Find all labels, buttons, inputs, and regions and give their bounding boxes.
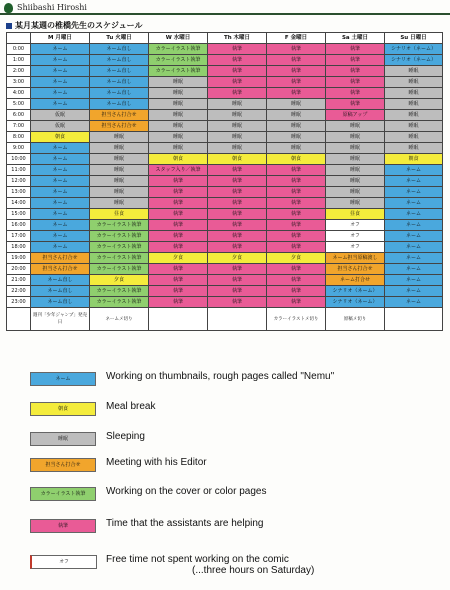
- day-header-5: Sa 土曜日: [326, 33, 385, 44]
- schedule-cell: 昼食: [90, 209, 149, 220]
- schedule-cell: 睡眠: [90, 132, 149, 143]
- schedule-cell: 執筆: [267, 88, 326, 99]
- schedule-cell: ネーム: [385, 198, 443, 209]
- schedule-cell: 執筆: [149, 176, 208, 187]
- schedule-cell: 執筆: [208, 209, 267, 220]
- schedule-cell: 担当さん打合せ: [90, 110, 149, 121]
- time-cell: 16:00: [7, 220, 31, 231]
- schedule-cell: カラーイラスト執筆: [90, 297, 149, 308]
- schedule-cell: 執筆: [208, 88, 267, 99]
- day-header-0: M 月曜日: [31, 33, 90, 44]
- schedule-cell: カラーイラスト執筆: [90, 264, 149, 275]
- schedule-cell: ネーム直し: [90, 99, 149, 110]
- schedule-cell: 執筆: [149, 275, 208, 286]
- schedule-cell: 睡眠: [326, 165, 385, 176]
- schedule-row: [7, 220, 443, 231]
- leaf-logo-icon: [4, 3, 13, 13]
- schedule-cell: ネーム: [385, 242, 443, 253]
- schedule-cell: 執筆: [267, 220, 326, 231]
- schedule-cell: ネーム: [31, 55, 90, 66]
- schedule-row: [7, 231, 443, 242]
- time-header: [7, 33, 31, 44]
- schedule-cell: 担当さん打合せ: [31, 253, 90, 264]
- schedule-cell: 睡眠: [208, 99, 267, 110]
- schedule-cell: シナリオ（ネーム）: [385, 55, 443, 66]
- legend-text: Working on the cover or color pages: [106, 486, 267, 497]
- schedule-cell: 執筆: [267, 264, 326, 275]
- time-cell: 23:00: [7, 297, 31, 308]
- schedule-cell: 執筆: [267, 165, 326, 176]
- schedule-cell: 昼食: [326, 209, 385, 220]
- schedule-cell: 睡眠: [385, 121, 443, 132]
- schedule-cell: 執筆: [208, 165, 267, 176]
- legend-swatch: 朝食: [30, 402, 96, 416]
- schedule-cell: 朝食: [208, 154, 267, 165]
- schedule-cell: 睡眠: [208, 110, 267, 121]
- schedule-cell: 執筆: [149, 242, 208, 253]
- schedule-cell: 睡眠: [385, 132, 443, 143]
- schedule-cell: 睡眠: [326, 143, 385, 154]
- schedule-row: [7, 165, 443, 176]
- schedule-row: [7, 77, 443, 88]
- schedule-row: [7, 110, 443, 121]
- schedule-cell: 執筆: [149, 286, 208, 297]
- schedule-row: [7, 44, 443, 55]
- time-cell: 14:00: [7, 198, 31, 209]
- time-cell: 4:00: [7, 88, 31, 99]
- time-cell: 11:00: [7, 165, 31, 176]
- note-blank-cell: [7, 308, 31, 331]
- schedule-cell: 睡眠: [267, 132, 326, 143]
- schedule-row: [7, 275, 443, 286]
- schedule-cell: 執筆: [326, 77, 385, 88]
- legend-swatch-row: [30, 372, 96, 386]
- deadline-note: ネームメ切り: [90, 308, 149, 331]
- time-cell: 15:00: [7, 209, 31, 220]
- schedule-cell: 睡眠: [149, 132, 208, 143]
- deadline-note: [149, 308, 208, 331]
- time-cell: 5:00: [7, 99, 31, 110]
- schedule-cell: 睡眠: [326, 154, 385, 165]
- schedule-cell: ネーム直し: [31, 297, 90, 308]
- schedule-cell: 執筆: [208, 77, 267, 88]
- legend-swatch: ネーム: [30, 372, 96, 386]
- schedule-cell: 担当さん打合せ: [90, 121, 149, 132]
- legend-text: Free time not spent working on the comic (...three hours on Saturday): [106, 554, 315, 576]
- schedule-row: [7, 55, 443, 66]
- schedule-cell: スタッフ入り／執筆: [149, 165, 208, 176]
- schedule-cell: 執筆: [267, 187, 326, 198]
- schedule-cell: 原稿アップ: [326, 110, 385, 121]
- legend-text: Sleeping: [106, 431, 145, 442]
- schedule-cell: ネーム: [385, 297, 443, 308]
- schedule-cell: 執筆: [208, 44, 267, 55]
- schedule-cell: ネーム: [385, 220, 443, 231]
- schedule-cell: 朝食: [267, 154, 326, 165]
- schedule-cell: 睡眠: [326, 132, 385, 143]
- schedule-cell: 執筆: [149, 187, 208, 198]
- schedule-cell: 執筆: [149, 231, 208, 242]
- schedule-cell: 執筆: [149, 209, 208, 220]
- time-cell: 10:00: [7, 154, 31, 165]
- time-cell: 2:00: [7, 66, 31, 77]
- schedule-cell: 睡眠: [385, 77, 443, 88]
- deadline-notes-row: [7, 308, 443, 331]
- schedule-cell: 睡眠: [208, 121, 267, 132]
- author-name: Shiibashi Hiroshi: [17, 3, 87, 12]
- schedule-cell: ネーム: [385, 275, 443, 286]
- schedule-row: [7, 121, 443, 132]
- schedule-cell: ネーム打合せ: [326, 275, 385, 286]
- legend-swatch-row: [30, 432, 96, 446]
- schedule-cell: ネーム: [31, 176, 90, 187]
- schedule-cell: 執筆: [208, 286, 267, 297]
- time-cell: 18:00: [7, 242, 31, 253]
- day-header-4: F 金曜日: [267, 33, 326, 44]
- schedule-cell: ネーム: [31, 209, 90, 220]
- schedule-cell: オフ: [326, 242, 385, 253]
- schedule-cell: 夕食: [90, 275, 149, 286]
- time-cell: 8:00: [7, 132, 31, 143]
- schedule-cell: ネーム直し: [31, 275, 90, 286]
- schedule-cell: ネーム直し: [90, 44, 149, 55]
- schedule-cell: 執筆: [149, 220, 208, 231]
- schedule-cell: 睡眠: [326, 121, 385, 132]
- schedule-cell: 睡眠: [90, 176, 149, 187]
- legend-text: Meeting with his Editor: [106, 457, 207, 468]
- schedule-cell: 仮眠: [31, 121, 90, 132]
- deadline-note: 原稿メ切り: [326, 308, 385, 331]
- schedule-cell: 執筆: [149, 198, 208, 209]
- legend-swatch: 担当さん打合せ: [30, 458, 96, 472]
- schedule-cell: カラーイラスト執筆: [90, 242, 149, 253]
- schedule-table: [6, 32, 443, 331]
- legend-swatch: オフ: [30, 555, 97, 569]
- time-cell: 6:00: [7, 110, 31, 121]
- schedule-cell: ネーム: [31, 187, 90, 198]
- schedule-cell: 朝食: [31, 132, 90, 143]
- schedule-cell: オフ: [326, 231, 385, 242]
- time-cell: 3:00: [7, 77, 31, 88]
- schedule-cell: ネーム: [385, 253, 443, 264]
- schedule-cell: 仮眠: [31, 110, 90, 121]
- time-cell: 7:00: [7, 121, 31, 132]
- schedule-row: [7, 209, 443, 220]
- schedule-cell: ネーム: [31, 88, 90, 99]
- schedule-cell: 睡眠: [149, 88, 208, 99]
- schedule-cell: ネーム: [31, 165, 90, 176]
- schedule-cell: シナリオ（ネーム）: [326, 286, 385, 297]
- schedule-cell: カラーイラスト執筆: [149, 66, 208, 77]
- schedule-row: [7, 264, 443, 275]
- schedule-cell: ネーム: [31, 154, 90, 165]
- deadline-note: [385, 308, 443, 331]
- schedule-cell: ネーム: [385, 165, 443, 176]
- deadline-note: 週刊「少年ジャンプ」発売日: [31, 308, 90, 331]
- schedule-cell: 執筆: [267, 231, 326, 242]
- day-header-1: Tu 火曜日: [90, 33, 149, 44]
- schedule-cell: 睡眠: [90, 143, 149, 154]
- legend-swatch-row: [30, 458, 96, 472]
- time-cell: 1:00: [7, 55, 31, 66]
- schedule-cell: 睡眠: [90, 165, 149, 176]
- page-header: [4, 2, 87, 13]
- legend-text: Time that the assistants are helping: [106, 518, 264, 529]
- schedule-row: [7, 187, 443, 198]
- schedule-cell: ネーム直し: [90, 88, 149, 99]
- schedule-cell: ネーム直し: [90, 55, 149, 66]
- schedule-cell: 睡眠: [208, 143, 267, 154]
- schedule-cell: カラーイラスト執筆: [90, 253, 149, 264]
- schedule-cell: 執筆: [208, 220, 267, 231]
- legend-text: Meal break: [106, 401, 156, 412]
- time-cell: 22:00: [7, 286, 31, 297]
- schedule-cell: カラーイラスト執筆: [149, 55, 208, 66]
- title-square-icon: [6, 23, 12, 29]
- schedule-cell: ネーム: [31, 198, 90, 209]
- schedule-cell: 睡眠: [90, 187, 149, 198]
- schedule-cell: 朝食: [385, 154, 443, 165]
- legend-swatch-row: [30, 519, 96, 533]
- schedule-cell: ネーム: [385, 209, 443, 220]
- schedule-row: [7, 88, 443, 99]
- schedule-cell: ネーム: [385, 176, 443, 187]
- schedule-cell: 執筆: [267, 77, 326, 88]
- schedule-cell: 睡眠: [385, 66, 443, 77]
- schedule-cell: 睡眠: [267, 121, 326, 132]
- schedule-cell: ネーム: [31, 66, 90, 77]
- schedule-cell: カラーイラスト執筆: [90, 231, 149, 242]
- schedule-cell: 担当さん打合せ: [31, 264, 90, 275]
- schedule-cell: 執筆: [326, 99, 385, 110]
- schedule-row: [7, 286, 443, 297]
- schedule-cell: 睡眠: [267, 110, 326, 121]
- schedule-cell: 執筆: [208, 231, 267, 242]
- schedule-cell: 執筆: [208, 55, 267, 66]
- schedule-cell: ネーム: [385, 264, 443, 275]
- schedule-cell: 睡眠: [90, 154, 149, 165]
- schedule-cell: 執筆: [267, 275, 326, 286]
- schedule-cell: 執筆: [208, 198, 267, 209]
- schedule-cell: ネーム直し: [31, 286, 90, 297]
- schedule-cell: 執筆: [267, 286, 326, 297]
- schedule-cell: 執筆: [267, 209, 326, 220]
- schedule-cell: ネーム: [385, 187, 443, 198]
- schedule-cell: 睡眠: [149, 77, 208, 88]
- time-cell: 21:00: [7, 275, 31, 286]
- legend-text: Working on thumbnails, rough pages called "Nemu": [106, 371, 335, 382]
- schedule-cell: 睡眠: [90, 198, 149, 209]
- schedule-cell: 執筆: [208, 297, 267, 308]
- day-header-row: [7, 33, 443, 44]
- schedule-row: [7, 297, 443, 308]
- legend-swatch: 睡眠: [30, 432, 96, 446]
- schedule-cell: カラーイラスト執筆: [90, 220, 149, 231]
- schedule-title: [6, 20, 143, 31]
- schedule-cell: カラーイラスト執筆: [90, 286, 149, 297]
- schedule-cell: オフ: [326, 220, 385, 231]
- schedule-cell: ネーム: [385, 231, 443, 242]
- time-cell: 0:00: [7, 44, 31, 55]
- schedule-cell: ネーム: [31, 143, 90, 154]
- schedule-cell: 睡眠: [149, 110, 208, 121]
- schedule-cell: 夕食: [208, 253, 267, 264]
- schedule-cell: ネーム直し: [90, 77, 149, 88]
- schedule-cell: ネーム: [31, 99, 90, 110]
- schedule-row: [7, 242, 443, 253]
- schedule-cell: 睡眠: [385, 110, 443, 121]
- legend-swatch-row: [30, 555, 97, 569]
- schedule-row: [7, 132, 443, 143]
- schedule-cell: 睡眠: [326, 187, 385, 198]
- schedule-row: [7, 198, 443, 209]
- schedule-cell: 執筆: [208, 242, 267, 253]
- schedule-cell: 執筆: [208, 264, 267, 275]
- schedule-cell: ネーム: [31, 231, 90, 242]
- time-cell: 9:00: [7, 143, 31, 154]
- schedule-cell: 執筆: [149, 264, 208, 275]
- schedule-cell: ネーム担当原稿渡し: [326, 253, 385, 264]
- schedule-cell: 執筆: [267, 176, 326, 187]
- schedule-cell: 執筆: [267, 44, 326, 55]
- schedule-cell: ネーム: [385, 286, 443, 297]
- schedule-cell: 執筆: [208, 66, 267, 77]
- deadline-note: [208, 308, 267, 331]
- schedule-cell: 睡眠: [326, 198, 385, 209]
- schedule-cell: 睡眠: [267, 99, 326, 110]
- schedule-cell: 執筆: [208, 187, 267, 198]
- schedule-row: [7, 99, 443, 110]
- schedule-cell: 睡眠: [385, 99, 443, 110]
- schedule-cell: ネーム: [31, 44, 90, 55]
- schedule-cell: 睡眠: [385, 88, 443, 99]
- schedule-cell: 執筆: [326, 44, 385, 55]
- schedule-cell: 執筆: [267, 66, 326, 77]
- schedule-cell: 睡眠: [385, 143, 443, 154]
- day-header-3: Th 木曜日: [208, 33, 267, 44]
- schedule-cell: 睡眠: [267, 143, 326, 154]
- legend-swatch-row: [30, 487, 96, 501]
- schedule-cell: ネーム直し: [90, 66, 149, 77]
- schedule-cell: 執筆: [149, 297, 208, 308]
- schedule-cell: 担当さん打合せ: [326, 264, 385, 275]
- schedule-row: [7, 176, 443, 187]
- schedule-cell: 睡眠: [149, 143, 208, 154]
- schedule-cell: 執筆: [267, 297, 326, 308]
- legend-swatch: 執筆: [30, 519, 96, 533]
- time-cell: 12:00: [7, 176, 31, 187]
- time-cell: 17:00: [7, 231, 31, 242]
- schedule-cell: 執筆: [326, 66, 385, 77]
- schedule-cell: ネーム: [31, 220, 90, 231]
- schedule-cell: 執筆: [267, 198, 326, 209]
- legend-swatch-row: [30, 402, 96, 416]
- schedule-cell: 睡眠: [326, 176, 385, 187]
- schedule-cell: カラーイラスト執筆: [149, 44, 208, 55]
- schedule-cell: 睡眠: [149, 121, 208, 132]
- schedule-cell: シナリオ（ネーム）: [385, 44, 443, 55]
- legend-swatch: カラーイラスト執筆: [30, 487, 96, 501]
- day-header-6: Su 日曜日: [385, 33, 443, 44]
- day-header-2: W 水曜日: [149, 33, 208, 44]
- schedule-title-text: 某月某週の椎橋先生のスケジュール: [15, 21, 143, 30]
- schedule-row: [7, 143, 443, 154]
- schedule-cell: 夕食: [267, 253, 326, 264]
- deadline-note: カラーイラストメ切り: [267, 308, 326, 331]
- schedule-cell: 朝食: [149, 154, 208, 165]
- schedule-cell: シナリオ（ネーム）: [326, 297, 385, 308]
- schedule-cell: 夕食: [149, 253, 208, 264]
- schedule-cell: 睡眠: [149, 99, 208, 110]
- schedule-cell: 執筆: [326, 55, 385, 66]
- time-cell: 19:00: [7, 253, 31, 264]
- schedule-row: [7, 66, 443, 77]
- schedule-cell: 睡眠: [208, 132, 267, 143]
- schedule-row: [7, 154, 443, 165]
- schedule-cell: 執筆: [208, 275, 267, 286]
- header-rule: [0, 13, 450, 15]
- schedule-cell: 執筆: [326, 88, 385, 99]
- schedule-cell: 執筆: [267, 55, 326, 66]
- schedule-cell: ネーム: [31, 242, 90, 253]
- schedule-row: [7, 253, 443, 264]
- time-cell: 20:00: [7, 264, 31, 275]
- schedule-cell: 執筆: [208, 176, 267, 187]
- schedule-cell: ネーム: [31, 77, 90, 88]
- time-cell: 13:00: [7, 187, 31, 198]
- schedule-cell: 執筆: [267, 242, 326, 253]
